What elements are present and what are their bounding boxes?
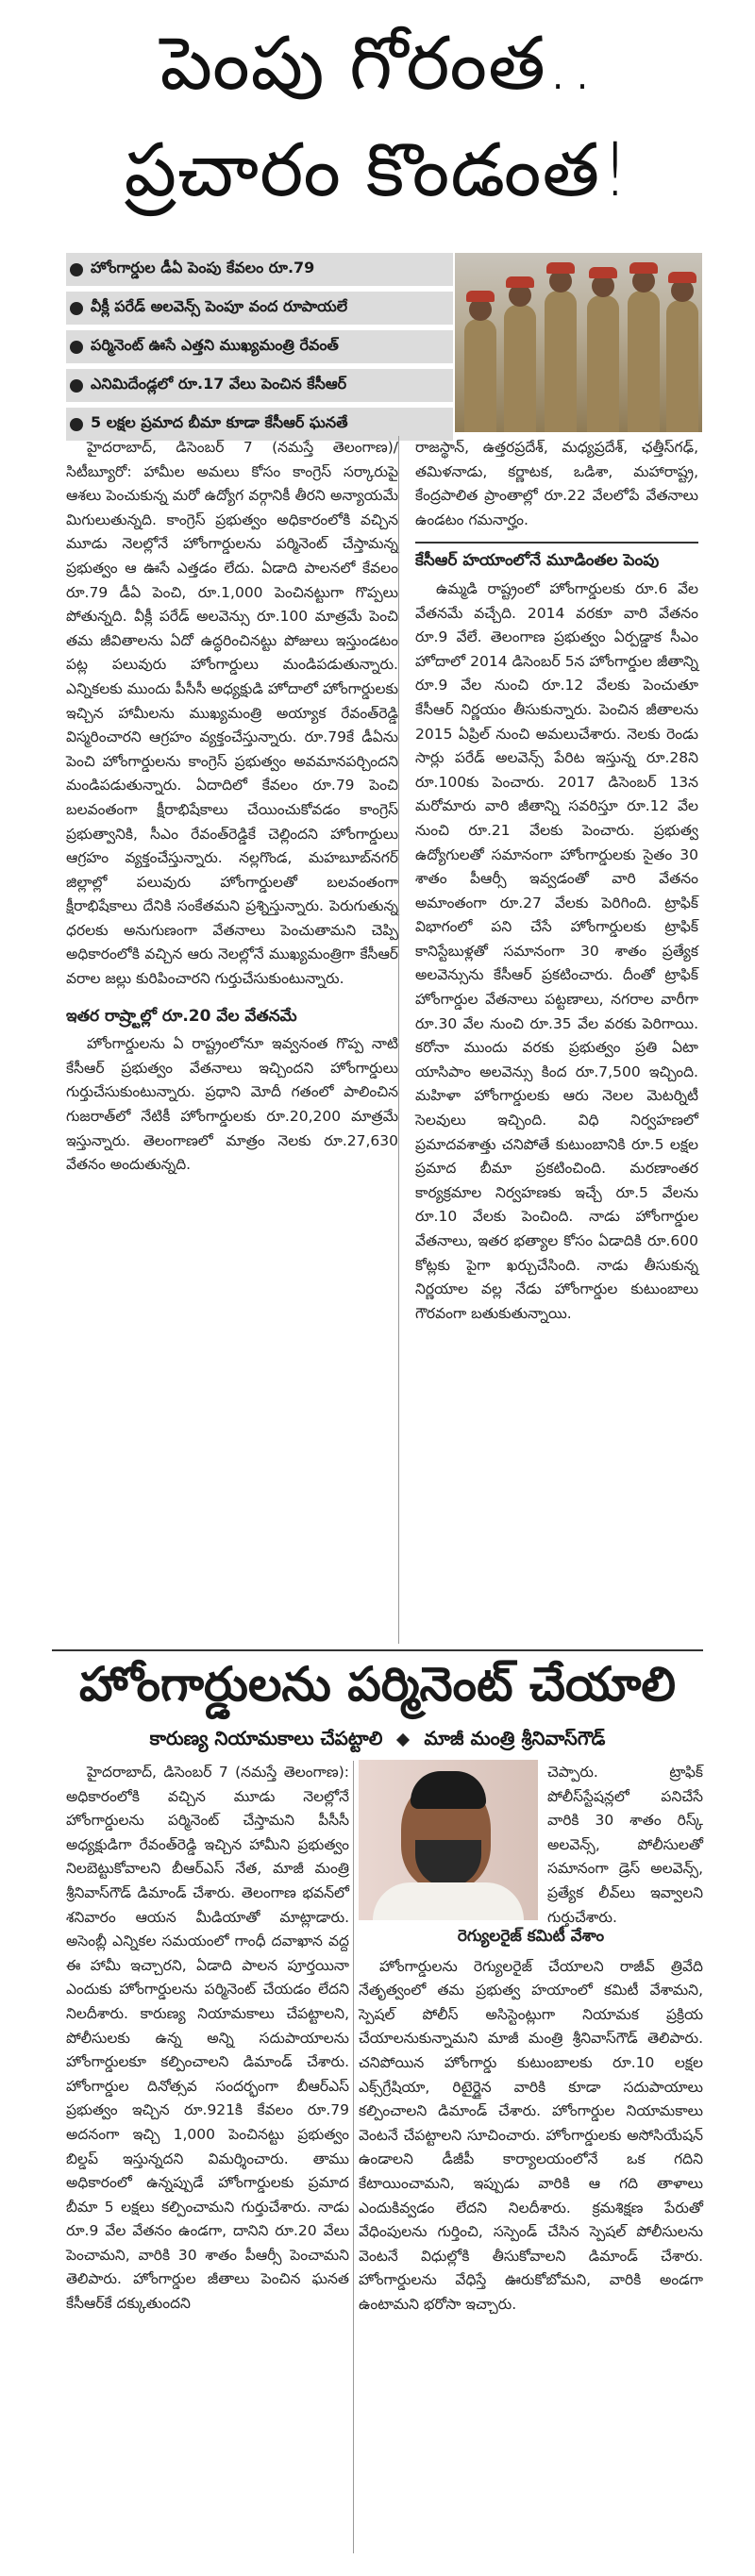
- story2-subline: కారుణ్య నియామకాలు చేపట్టాలి మాజీ మంత్రి శ్రీనివాస్‌గౌడ్: [149, 1727, 606, 1749]
- story2-headline: హోంగార్డులను పర్మినెంట్ చేయాలి: [78, 1657, 676, 1712]
- paragraph: రాజస్థాన్, ఉత్తరప్రదేశ్, మధ్యప్రదేశ్, ఛత్తీస్‌గఢ్, తమిళనాడు, కర్ణాటక, ఒడిశా, మహారాష్ట్ర, కేంద్రపాలిత ప్రాంతాల్లో రూ.22 వేలలోపే వేతనాలు ఉండటం గమనార్హం.: [415, 439, 698, 528]
- bullet-dot-icon: [70, 418, 83, 431]
- bullet-dot-icon: [70, 302, 83, 315]
- column-divider: [353, 1761, 354, 2553]
- bullet-dot-icon: [70, 341, 83, 354]
- subheading: రెగ్యులరైజ్ కమిటీ వేశాం: [457, 1927, 605, 1946]
- subheading: కేసీఆర్ హయాంలోనే మూడింతల పెంపు: [415, 542, 698, 574]
- headline-line-2: ప్రచారం కొండంత!: [124, 128, 631, 213]
- bullet-item: ఎనిమిదేండ్లలో రూ.17 వేలు పెంచిన కేసీఆర్: [66, 369, 453, 402]
- home-guards-photo: [455, 253, 702, 432]
- bullet-dot-icon: [70, 379, 83, 393]
- paragraph: హైదరాబాద్, డిసెంబర్ 7 (నమస్తే తెలంగాణ): అధికారంలోకి వచ్చిన మూడు నెలల్లోనే హోంగార్డులను పర్మినెంట్ చేస్తామని పీసీసీ అధ్యక్షుడిగా రేవంత్‌రెడ్డి ఇచ్చిన హామీని ప్రభుత్వం నిలబెట్టుకోవాలని బీఆర్‌ఎస్ నేత, మాజీ మంత్రి శ్రీనివాస్‌గౌడ్ డిమాండ్ చేశారు. తెలంగాణ భవన్‌లో శనివారం ఆయన మీడియాతో మాట్లాడారు. అసెంబ్లీ ఎన్నికల సమయంలో గాంధీ దవాఖాన వద్ద ఈ హామీ ఇచ్చారని, ఏడాది పాలన పూర్తయినా ఎందుకు హోంగార్డులను పర్మినెంట్ చేయడం లేదని నిలదీశారు. కారుణ్య నియామకాలు చేపట్టాలని, పోలీసులకు ఉన్న అన్ని సదుపాయాలను హోంగార్డులకూ కల్పించాలని డిమాండ్ చేశారు. హోంగార్డుల దినోత్సవ సందర్భంగా బీఆర్‌ఎస్ ప్రభుత్వం ఇచ్చిన రూ.921కి కేవలం రూ.79 అదనంగా ఇచ్చి 1,000 పెంచినట్టు ప్రభుత్వం బిల్డప్ ఇస్తున్నదని విమర్శించారు. తాము అధికారంలో ఉన్నప్పుడే హోంగార్డులకు ప్రమాద బీమా 5 లక్షలు కల్పించామని గుర్తుచేశారు. నాడు రూ.9 వేల వేతనం ఉండగా, దానిని రూ.20 వేలు పెంచామని, వారికి 30 శాతం పీఆర్సీ పెంచామని తెలిపారు. హోంగార్డుల జీతాలు పెంచిన ఘనత కేసీఆర్‌కే దక్కుతుందని: [66, 1764, 349, 2313]
- article-column-2: [415, 436, 698, 1326]
- bullet-dot-icon: [70, 263, 83, 276]
- headline-line-1: పెంపు గోరంత..: [159, 22, 596, 107]
- paragraph: ఉమ్మడి రాష్ట్రంలో హోంగార్డులకు రూ.6 వేల వేతనమే వచ్చేది. 2014 వరకూ వారి వేతనం రూ.9 వేలే. తెలంగాణ ప్రభుత్వం ఏర్పడ్డాక సీఎం హోదాలో 2014 డిసెంబర్ 5న హోంగార్డుల జీతాన్ని రూ.9 వేల నుంచి రూ.12 వేలకు పెంచుతూ కేసీఆర్ నిర్ణయం తీసుకున్నారు. పెంచిన జీతాలను 2015 ఏప్రిల్ నుంచి అమలుచేశారు. నెలకు రెండు సార్లు పరేడ్ అలవెన్స్ పేరిట ఇస్తున్న రూ.28ని రూ.100కు పెంచారు. 2017 డిసెంబర్ 13న మరోమారు వారి జీతాన్ని సవరిస్తూ రూ.12 వేల నుంచి రూ.21 వేలకు పెంచారు. ప్రభుత్వ ఉద్యోగులతో సమానంగా హోంగార్డులకు సైతం 30 శాతం పీఆర్సీ ఇవ్వడంతో వారి వేతనం అమాంతంగా రూ.27 వేలకు పెరిగింది. ట్రాఫిక్ విభాగంలో పని చేసే హోంగార్డులకు ట్రాఫిక్ కానిస్టేబుళ్లతో సమానంగా 30 శాతం ప్రత్యేక అలవెన్సును కేసీఆర్ ప్రకటించారు. దీంతో ట్రాఫిక్ హోంగార్డుల వేతనాలు పట్టణాలు, నగరాల వారీగా రూ.30 వేల నుంచి రూ.35 వేల వరకు పెరిగాయి. కరోనా ముందు వరకు ప్రభుత్వం ప్రతి ఏటా యాసిపాం అలవెన్సు కింద రూ.7,500 ఇచ్చింది. మహిళా హోంగార్డులకు ఆరు నెలల మెటర్నిటీ సెలవులు ఇచ్చింది. విధి నిర్వహణలో ప్రమాదవశాత్తు చనిపోతే కుటుంబానికి రూ.5 లక్షల ప్రమాద బీమా ప్రకటించింది. మరణాంతర కార్యక్రమాల నిర్వహణకు ఇచ్చే రూ.5 వేలను రూ.10 వేలకు పెంచింది. నాడు హోంగార్డుల వేతనాలు, ఇతర భత్యాల కోసం ఏడాదికి రూ.600 కోట్లకు పైగా ఖర్చుచేసింది. నాడు తీసుకున్న నిర్ణయాల వల్ల నేడు హోంగార్డుల కుటుంబాలు గౌరవంగా బతుకుతున్నాయి.: [415, 579, 698, 1322]
- srinivas-goud-photo: [359, 1760, 538, 1920]
- story-divider: [52, 1649, 703, 1651]
- bullet-list: [66, 253, 453, 446]
- bullet-item: వీక్లీ పరేడ్ అలవెన్స్ పెంపూ వంద రూపాయలే: [66, 292, 453, 325]
- paragraph: చెప్పారు. ట్రాఫిక్ పోలీస్‌స్టేషన్లలో పనిచేసే వారికి 30 శాతం రిస్క్ అలవెన్స్, పోలీసులతో సమానంగా డ్రెస్ అలవెన్స్, ప్రత్యేక లీవ్‌లు ఇవ్వాలని గుర్తుచేశారు.: [547, 1764, 703, 1926]
- story2-column-2b: [359, 1925, 703, 2317]
- story2-column-2a: [547, 1761, 703, 1930]
- paragraph: హోంగార్డులను ఏ రాష్ట్రంలోనూ ఇవ్వనంత గొప్ప నాటి కేసీఆర్ ప్రభుత్వం వేతనాలు ఇచ్చిందని హోంగార్డులు గుర్తుచేసుకుంటున్నారు. ప్రధాని మోదీ గతంలో పాలించిన గుజరాత్‌లో నేటికీ హోంగార్డులకు రూ.20,200 మాత్రమే ఇస్తున్నారు. తెలంగాణలో మాత్రం నెలకు రూ.27,630 వేతనం అందుతున్నది.: [66, 1035, 398, 1174]
- bullet-item: పర్మినెంట్ ఊసే ఎత్తని ముఖ్యమంత్రి రేవంత్: [66, 330, 453, 363]
- paragraph: హైదరాబాద్, డిసెంబర్ 7 (నమస్తే తెలంగాణ)/సిటీబ్యూరో: హామీల అమలు కోసం కాంగ్రెస్ సర్కారుపై ఆశలు పెంచుకున్న మరో ఉద్యోగ వర్గానికీ తీరని అన్యాయమే మిగులుతున్నది. కాంగ్రెస్ ప్రభుత్వం అధికారంలోకి వచ్చిన మూడు నెలల్లోనే హోంగార్డులను పర్మినెంట్ చేస్తామన్న ప్రభుత్వం ఆ ఊసే ఎత్తడం లేదు. ఏడాది పాలనలో కేవలం రూ.79 డీఏ పెంచి, రూ.1,000 పెంచినట్టుగా గొప్పలు పోతున్నది. వీక్లీ పరేడ్ అలవెన్సు రూ.100 మాత్రమే పెంచి తమ జీవితాలను ఏదో ఉద్ధరించినట్టు పోజులు ఇస్తుండటం పట్ల పలువురు హోంగార్డులు మండిపడుతున్నారు. ఎన్నికలకు ముందు పీసీసీ అధ్యక్షుడి హోదాలో హోంగార్డులకు ఇచ్చిన హామీలను ముఖ్యమంత్రి అయ్యాక రేవంత్‌రెడ్డి విస్మరించారని ఆగ్రహం వ్యక్తంచేస్తున్నారు. రూ.79కే డీఏను పెంచి హోంగార్డులను కాంగ్రెస్ ప్రభుత్వం అవమానపర్చిందని మండిపడుతున్నారు. ఏదాదిలో కేవలం రూ.79 పెంచి బలవంతంగా క్షీరాభిషేకాలు చేయించుకోవడం కాంగ్రెస్ ప్రభుత్వానికి, సీఎం రేవంత్‌రెడ్డికే చెల్లిందని హోంగార్డులు ఆగ్రహం వ్యక్తంచేస్తున్నారు. నల్లగొండ, మహబూబ్‌నగర్ జిల్లాల్లో పలువురు హోంగార్డులతో బలవంతంగా క్షీరాభిషేకాలు దేనికి సంకేతమని ప్రశ్నిస్తున్నారు. పెరుగుతున్న ధరలకు అనుగుణంగా వేతనాలు పెంచుతామని చెప్పి అధికారంలోకి వచ్చిన ఆరు నెలల్లోనే ముఖ్యమంత్రిగా కేసీఆర్ వరాల జల్లు కురిపించారని గుర్తుచేసుకుంటున్నారు.: [66, 439, 398, 988]
- bullet-item: హోంగార్డుల డీఏ పెంపు కేవలం రూ.79: [66, 253, 453, 286]
- bullet-item: 5 లక్షల ప్రమాద బీమా కూడా కేసీఆర్ ఘనతే: [66, 408, 453, 441]
- diamond-icon: [396, 1733, 410, 1747]
- article-column-1: [66, 436, 398, 1178]
- paragraph: హోంగార్డులను రెగ్యులరైజ్ చేయాలని రాజీవ్ త్రివేది నేతృత్వంలో తమ ప్రభుత్వ హయాంలో కమిటీ వేశామని, స్పెషల్ పోలీస్ అసిస్టెంట్లుగా నియామక ప్రక్రియ చేయాలనుకున్నామని మాజీ మంత్రి శ్రీనివాస్‌గౌడ్ తెలిపారు. చనిపోయిన హోంగార్డు కుటుంబాలకు రూ.10 లక్షల ఎక్స్‌గ్రేషియా, రిటైర్డైన వారికి కూడా సదుపాయాలు కల్పించాలని డిమాండ్ చేశారు. హోంగార్డుల నియామకాలు వెంటనే చేపట్టాలని సూచించారు. హోంగార్డులకు అసోసియేషన్ ఉండాలని డీజీపీ కార్యాలయంలోనే ఒక గదిని కేటాయించామని, ఇప్పుడు వారికి ఆ గది తాళాలు ఎందుకివ్వడం లేదని నిలదీశారు. క్రమశిక్షణ పేరుతో వేధింపులను గుర్తించి, సస్పెండ్ చేసిన స్పెషల్ పోలీసులను వెంటనే విధుల్లోకి తీసుకోవాలని డిమాండ్ చేశారు. హోంగార్డులను వేధిస్తే ఊరుకోబోమని, వారికి అండగా ఉంటామని భరోసా ఇచ్చారు.: [359, 1957, 703, 2313]
- subheading: ఇతర రాష్ర్టాల్లో రూ.20 వేల వేతనమే: [66, 1006, 297, 1026]
- story2-column-1: [66, 1761, 349, 2317]
- column-divider: [398, 436, 399, 1644]
